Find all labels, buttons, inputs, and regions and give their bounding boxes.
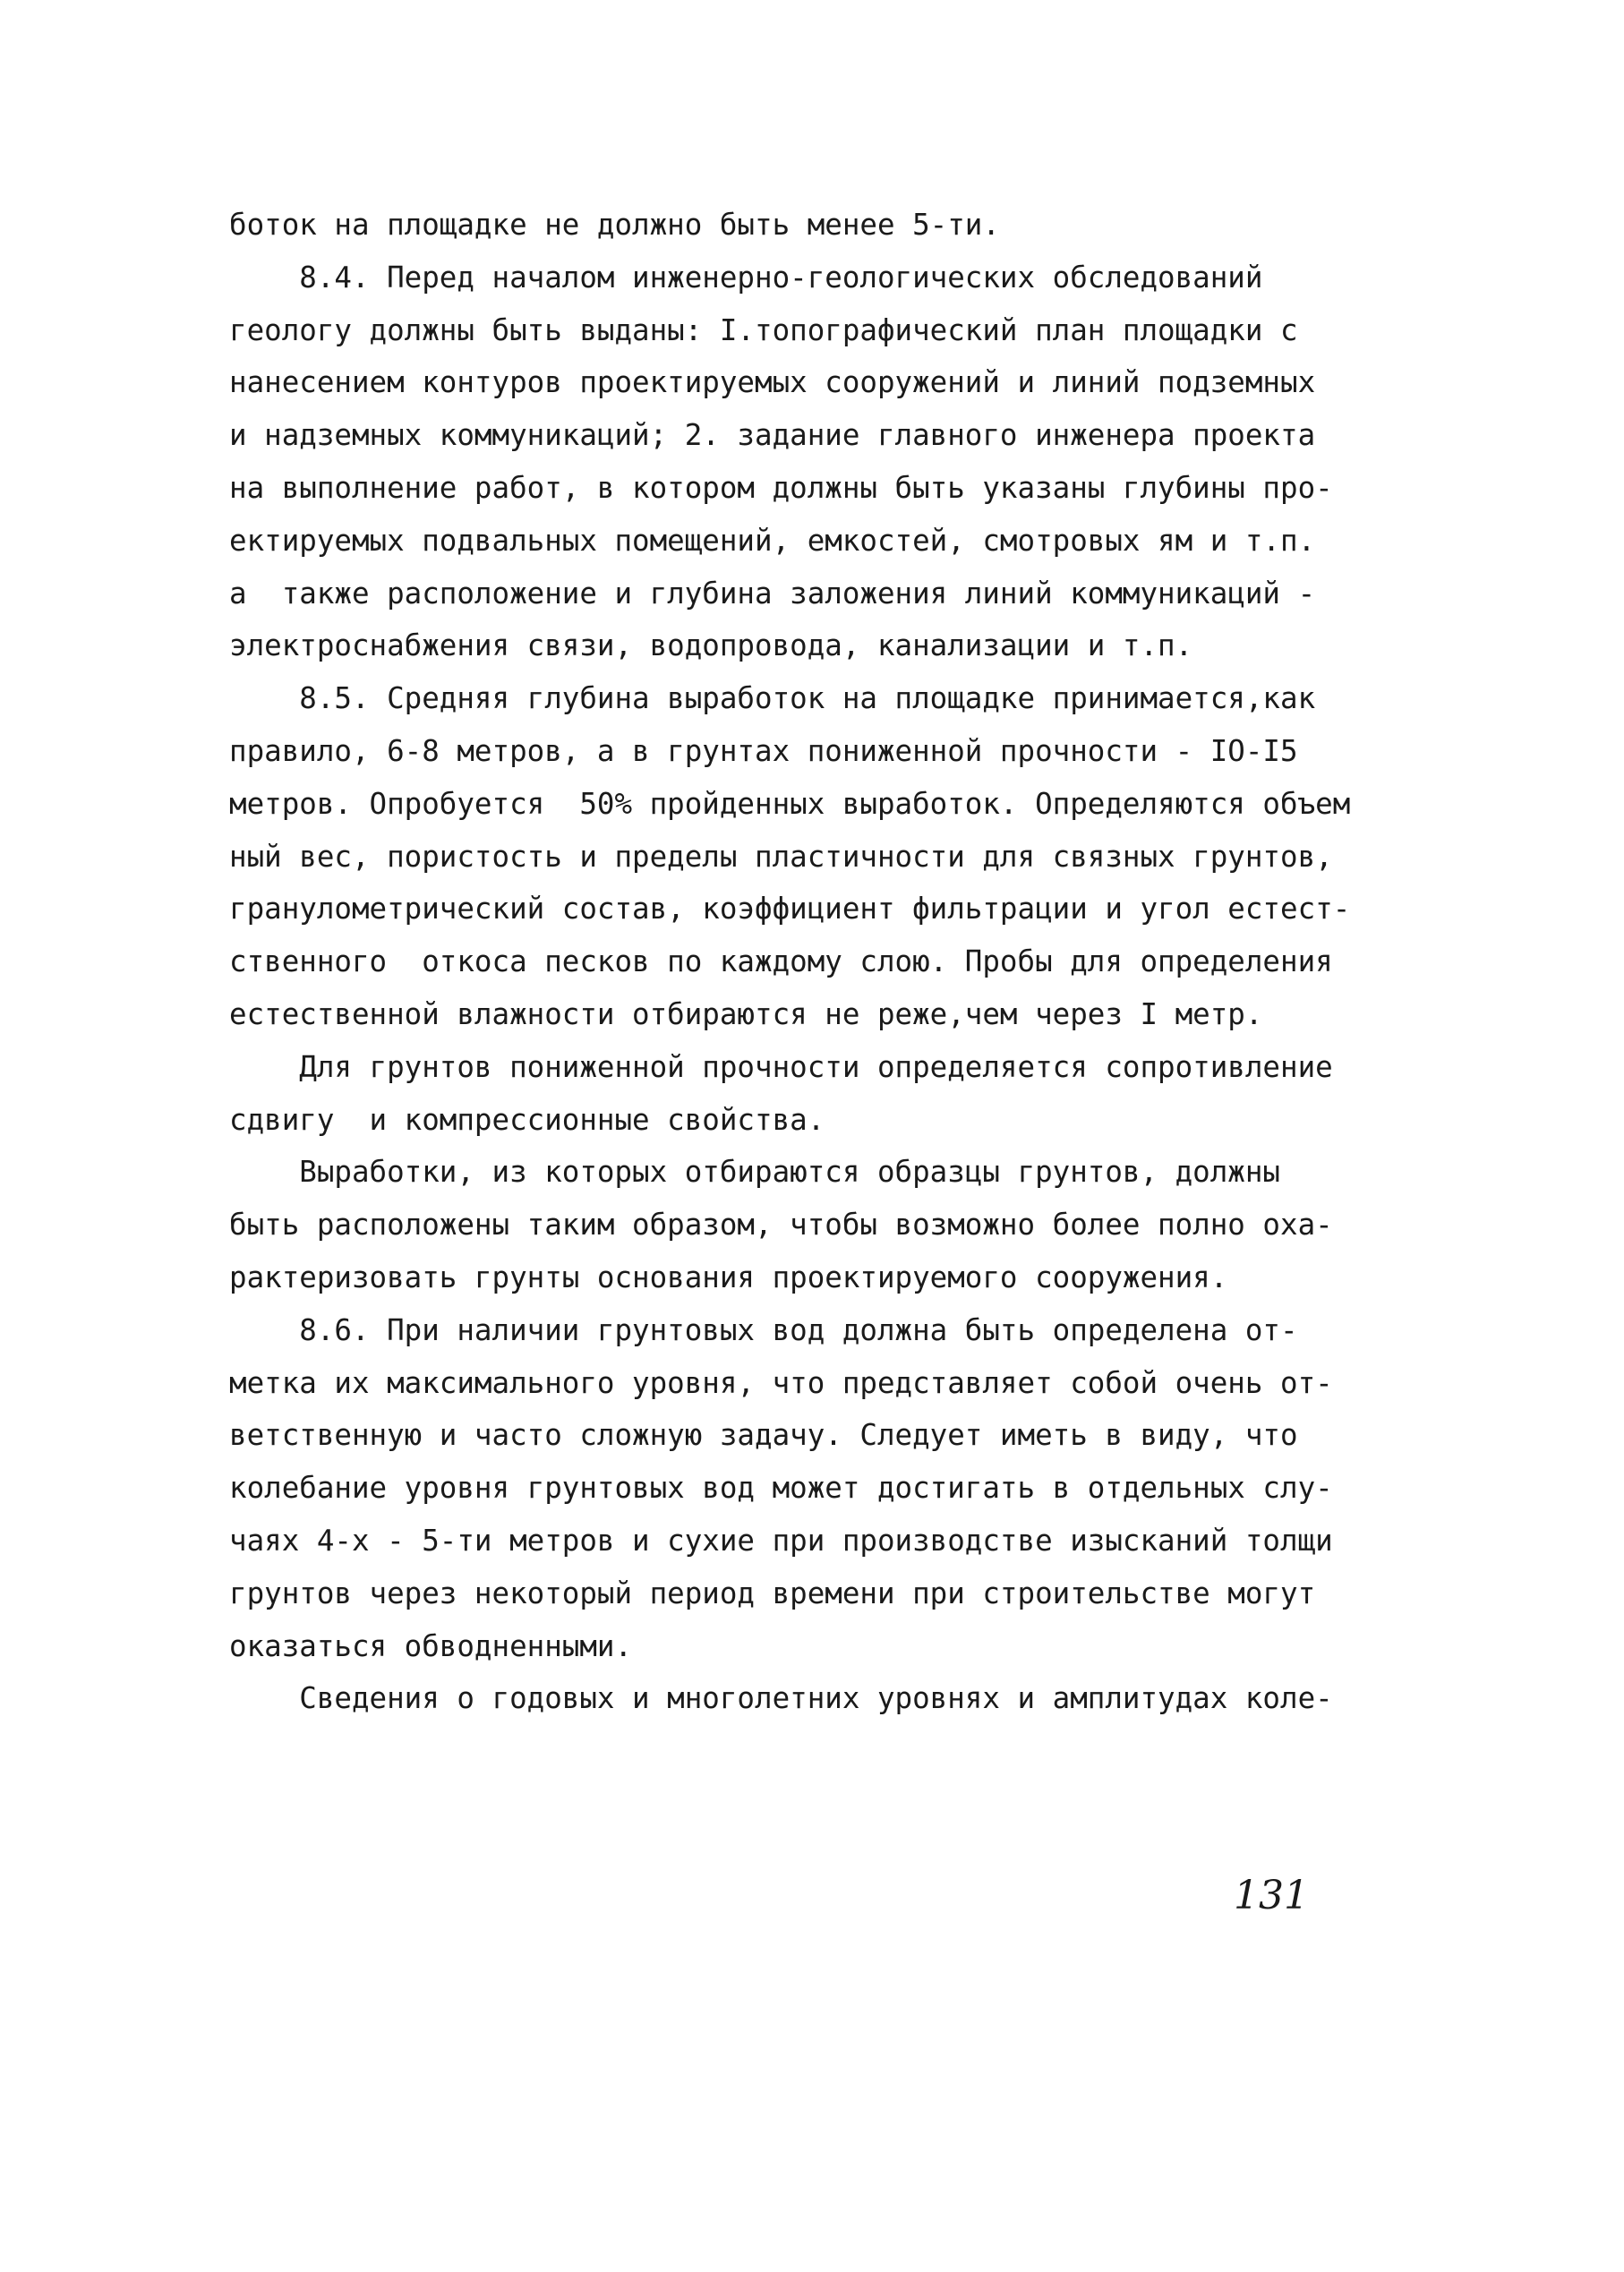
text-line: правило, 6-8 метров, а в грунтах пониженной прочности - IO-I5 [229, 733, 1298, 768]
text-line: колебание уровня грунтовых вод может достигать в отдельных слу- [229, 1471, 1333, 1506]
text-line: ственного откоса песков по каждому слою. Пробы для определения [229, 944, 1333, 979]
text-line: Выработки, из которых отбираются образцы грунтов, должны [229, 1155, 1280, 1190]
text-line: ветственную и часто сложную задачу. Следует иметь в виду, что [229, 1418, 1298, 1453]
text-line: 8.5. Средняя глубина выработок на площадке принимается,как [229, 681, 1316, 716]
text-line: быть расположены таким образом, чтобы возможно более полно оха- [229, 1208, 1333, 1243]
text-line: нанесением контуров проектируемых сооружений и линий подземных [229, 365, 1316, 400]
text-line: 8.6. При наличии грунтовых вод должна быть определена от- [229, 1312, 1298, 1347]
text-line: и надземных коммуникаций; 2. задание главного инженера проекта [229, 418, 1316, 453]
text-line: метка их максимального уровня, что представляет собой очень от- [229, 1365, 1333, 1400]
document-body [229, 199, 1393, 1725]
text-line: чаях 4-х - 5-ти метров и сухие при производстве изысканий толщи [229, 1523, 1333, 1558]
text-line: электроснабжения связи, водопровода, канализации и т.п. [229, 628, 1193, 663]
text-line: Сведения о годовых и многолетних уровнях и амплитудах коле- [229, 1681, 1333, 1716]
text-line: естественной влажности отбираются не реже,чем через I метр. [229, 996, 1263, 1031]
text-line: ектируемых подвальных помещений, емкостей, смотровых ям и т.п. [229, 523, 1316, 558]
text-line: а также расположение и глубина заложения линий коммуникаций - [229, 576, 1316, 611]
text-line: боток на площадке не должно быть менее 5-ти. [229, 208, 1000, 242]
text-line: на выполнение работ, в котором должны быть указаны глубины про- [229, 470, 1333, 505]
text-line: гранулометрический состав, коэффициент фильтрации и угол естест- [229, 892, 1351, 927]
text-line: геологу должны быть выданы: I.топографический план площадки с [229, 312, 1298, 347]
text-line: оказаться обводненными. [229, 1628, 633, 1663]
text-line: Для грунтов пониженной прочности определяется сопротивление [229, 1049, 1333, 1084]
text-line: грунтов через некоторый период времени при строительстве могут [229, 1576, 1316, 1610]
text-line: 8.4. Перед началом инженерно-геологических обследований [229, 260, 1263, 295]
text-line: сдвигу и компрессионные свойства. [229, 1102, 825, 1137]
page-number: 131 [1234, 1873, 1309, 1918]
text-line: метров. Опробуется 50% пройденных выработок. Определяются объем [229, 786, 1351, 821]
text-line: ный вес, пористость и пределы пластичности для связных грунтов, [229, 839, 1333, 874]
text-line: рактеризовать грунты основания проектируемого сооружения. [229, 1260, 1228, 1294]
